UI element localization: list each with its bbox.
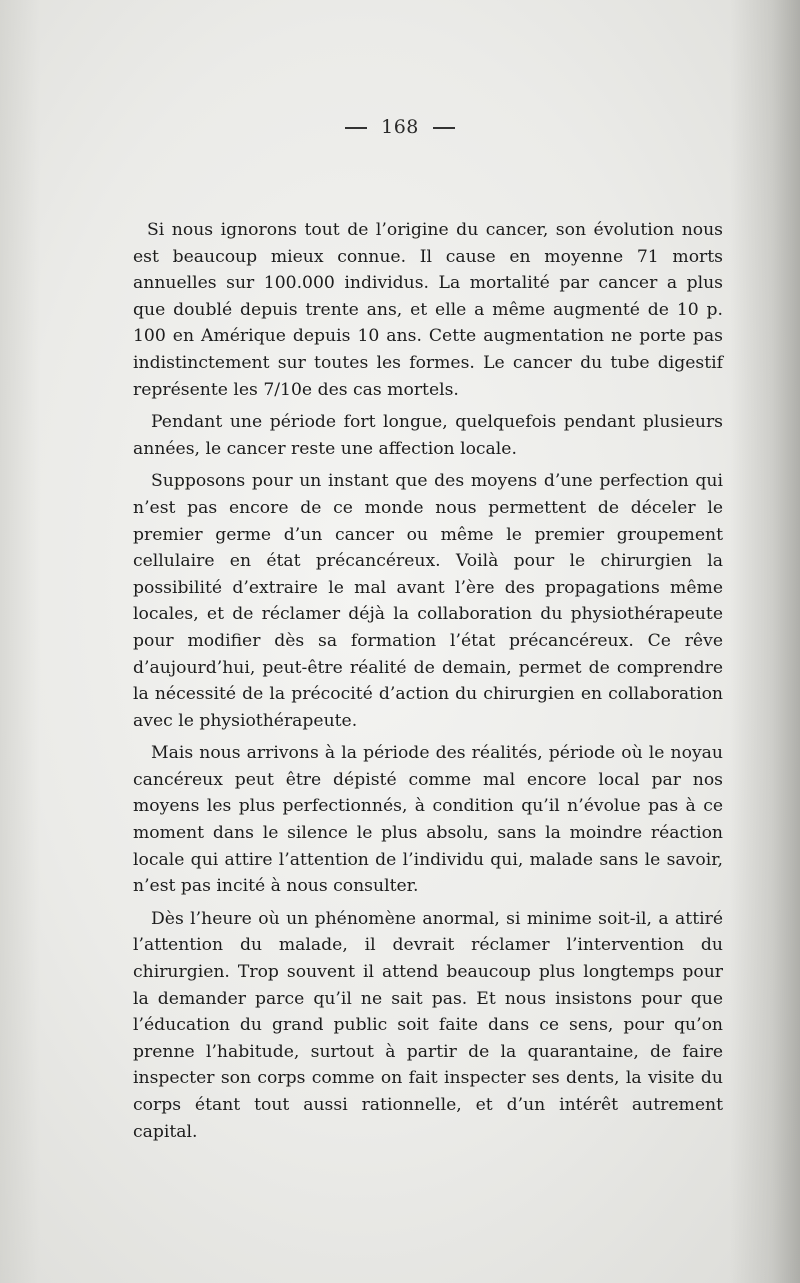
page-header xyxy=(0,116,800,138)
header-dash-left xyxy=(345,127,367,129)
page-number: 168 xyxy=(381,116,419,138)
paragraph-4: Mais nous arrivons à la période des réalités, période où le noyau cancéreux peut être dépisté comme mal encore local par nos moyens les plus perfectionnés, à condition qu’il n’évolue pas à ce moment dans le silence le plus absolu, sans la moindre réaction locale qui attire l’attention de l’individu qui, malade sans le savoir, n’est pas incité à nous consulter. xyxy=(133,743,723,897)
paragraph-1: Si nous ignorons tout de l’origine du cancer, son évolution nous est beaucoup mieux connue. Il cause en moyenne 71 morts annuelles sur 100.000 individus. La mortalité par cancer a plus que doublé depuis trente ans, et elle a même augmenté de 10 p. 100 en Amérique depuis 10 ans. Cette augmentation ne porte pas indistinctement sur toutes les formes. Le cancer du tube digestif représente les 7/10e des cas mortels. xyxy=(133,220,723,400)
body-text xyxy=(133,217,723,1151)
header-dash-right xyxy=(433,127,455,129)
paragraph-5: Dès l’heure où un phénomène anormal, si minime soit-il, a attiré l’attention du malade, il devrait réclamer l’intervention du chirurgien. Trop souvent il attend beaucoup plus longtemps pour la demander parce qu’il ne sait pas. Et nous insistons pour que l’éducation du grand public soit faite dans ce sens, pour qu’on prenne l’habitude, surtout à partir de la quarantaine, de faire inspecter son corps comme on fait inspecter ses dents, la visite du corps étant tout aussi rationnelle, et d’un intérêt autrement capital. xyxy=(133,908,723,1142)
paragraph-3: Supposons pour un instant que des moyens d’une perfection qui n’est pas encore de ce monde nous permettent de déceler le premier germe d’un cancer ou même le premier groupement cellulaire en état précancéreux. Voilà pour le chirurgien la possibilité d’extraire le mal avant l’ère des propagations même locales, et de réclamer déjà la collaboration du physiothérapeute pour modifier dès sa formation l’état précancéreux. Ce rêve d’aujourd’hui, peut-être réalité de demain, permet de comprendre la nécessité de la précocité d’action du chirurgien en collaboration avec le physiothérapeute. xyxy=(133,471,723,731)
paragraph-2: Pendant une période fort longue, quelquefois pendant plusieurs années, le cancer reste une affection locale. xyxy=(133,412,723,459)
page-left-shadow xyxy=(0,0,40,1283)
page-right-shadow xyxy=(730,0,800,1283)
